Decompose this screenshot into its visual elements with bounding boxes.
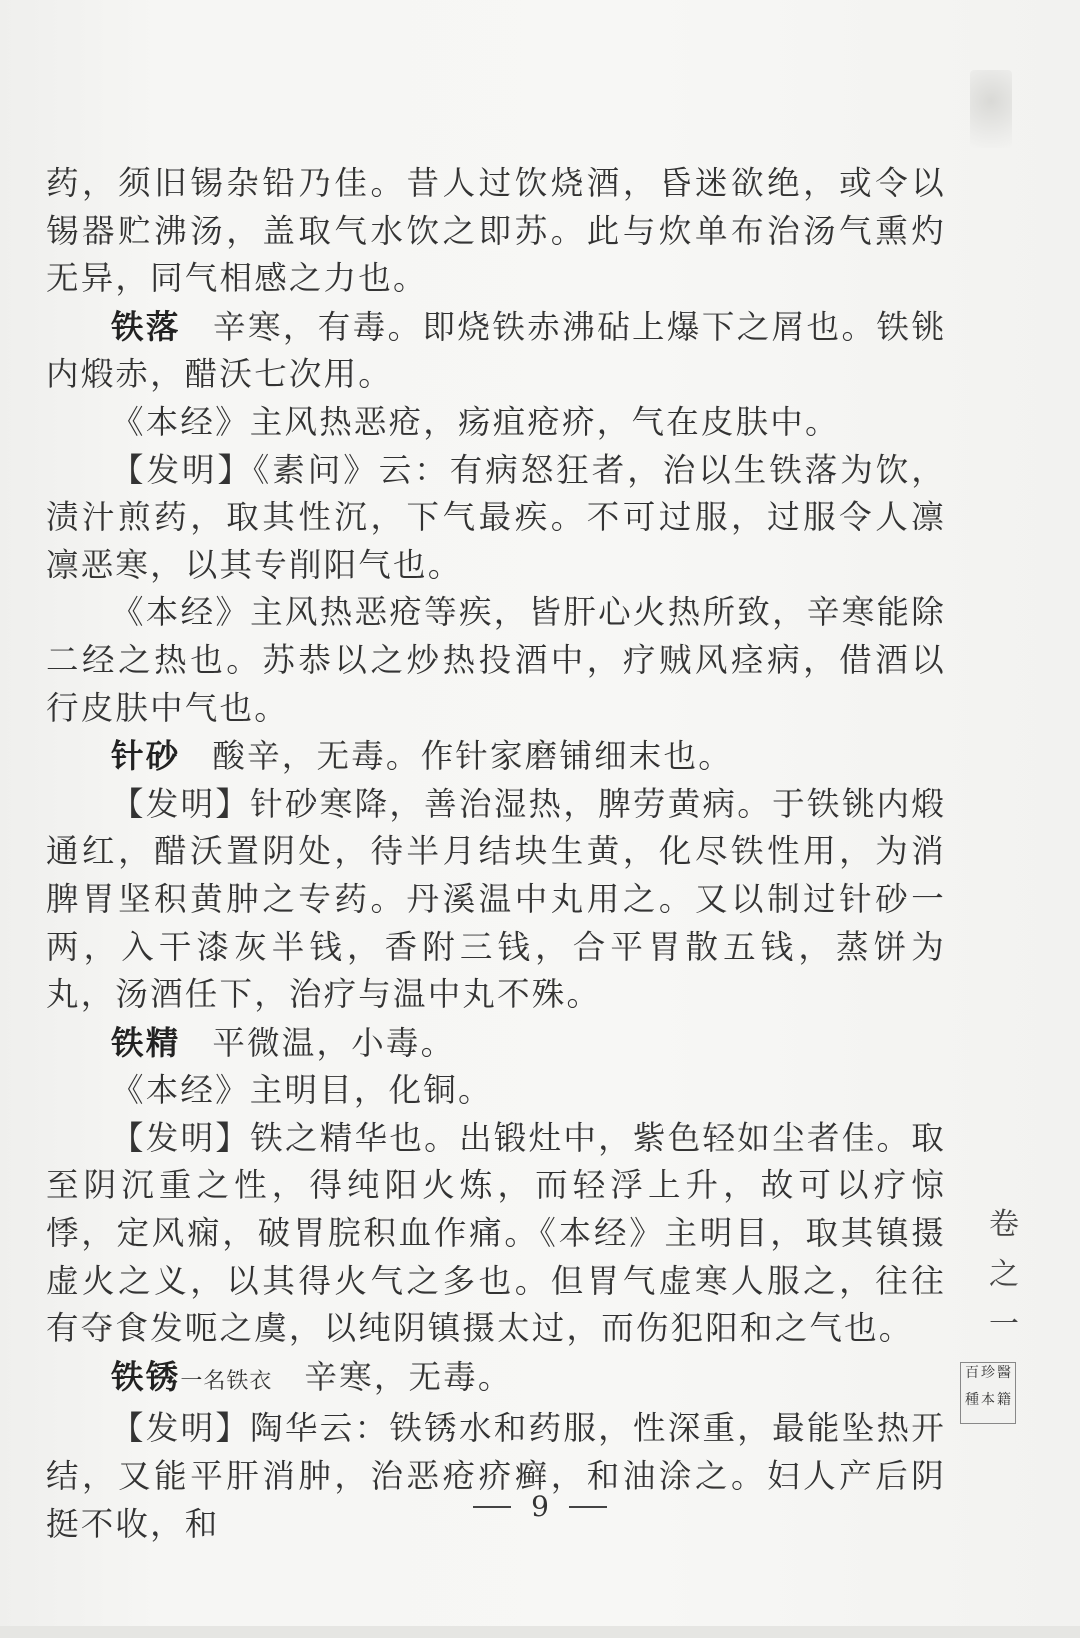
seal-char: 醫: [997, 1365, 1011, 1381]
page-bottom-edge: [0, 1626, 1080, 1638]
paragraph-commentary: 《本经》主风热恶疮等疾，皆肝心火热所致，辛寒能除二经之热也。苏恭以之炒热投酒中，疗贼风痉病，借酒以行皮肤中气也。: [46, 593, 946, 727]
seal-char: 籍: [997, 1392, 1011, 1408]
entry-description: 辛寒，有毒。即烧铁赤沸砧上爆下之屑也。铁铫内煅赤，醋沃七次用。: [46, 307, 946, 394]
seal-char: 種: [965, 1392, 979, 1408]
footer-dash-right: [569, 1506, 607, 1508]
volume-char: 一: [989, 1307, 1019, 1342]
seal-char: 百: [965, 1365, 979, 1381]
paragraph-benjing: 《本经》主明目，化铜。: [111, 1071, 493, 1110]
series-seal: [960, 1362, 1016, 1424]
entry-tiejing: [46, 1019, 946, 1068]
volume-char: 卷: [989, 1207, 1019, 1242]
entry-term: 针砂: [111, 736, 181, 776]
entry-description: 酸辛，无毒。作针家磨铺细末也。: [212, 737, 733, 776]
entry-zhensha: [46, 732, 946, 781]
decorative-mark-icon: [970, 70, 1012, 148]
paragraph-benjing: 《本经》主风热恶疮，疡疽疮疥，气在皮肤中。: [111, 402, 840, 441]
paragraph-faming: 【发明】铁之精华也。出锻灶中，紫色轻如尘者佳。取至阴沉重之性，得纯阳火炼，而轻浮上升，故可以疗惊悸，定风痫，破胃脘积血作痛。《本经》主明目，取其镇摄虚火之义，以其得火气之多也。但胃气虚寒人服之，往往有夺食发呃之虞，以纯阴镇摄太过，而伤犯阳和之气也。: [46, 1118, 946, 1348]
entry-description: 辛寒，无毒。: [304, 1357, 513, 1396]
paragraph-faming: 【发明】陶华云：铁锈水和药服，性深重，最能坠热开结，又能平肝消肿，治恶疮疥癣，和油涂之。妇人产后阴挺不收，和: [46, 1409, 946, 1543]
volume-char: 之: [989, 1257, 1019, 1292]
entry-tiexiu: [46, 1353, 946, 1406]
footer-dash-left: [473, 1506, 511, 1508]
entry-alias: 一名铁衣: [180, 1368, 273, 1394]
entry-term: 铁精: [111, 1022, 181, 1062]
top-corner-mark: [970, 70, 1030, 390]
entry-tieluo: [46, 303, 946, 399]
entry-term: 铁锈: [111, 1356, 181, 1396]
paragraph-faming: 【发明】《素问》云：有病怒狂者，治以生铁落为饮，渍汁煎药，取其性沉，下气最疾。不可过服，过服令人凛凛恶寒，以其专削阳气也。: [46, 450, 946, 584]
page-number: 9: [531, 1490, 549, 1523]
entry-description: 平微温，小毒。: [212, 1023, 456, 1062]
seal-char: 本: [981, 1392, 995, 1408]
page-footer: [0, 1490, 1080, 1523]
seal-char: 珍: [981, 1365, 995, 1381]
entry-term: 铁落: [111, 306, 181, 346]
body-text: [46, 160, 946, 1548]
paragraph-faming: 【发明】针砂寒降，善治湿热，脾劳黄病。于铁铫内煅通红，醋沃置阴处，待半月结块生黄，化尽铁性用，为消脾胃坚积黄肿之专药。丹溪温中丸用之。又以制过针砂一两，入干漆灰半钱，香附三钱，合平胃散五钱，蒸饼为丸，汤酒任下，治疗与温中丸不殊。: [46, 784, 946, 1014]
volume-label: [984, 1200, 1024, 1350]
paragraph-continued: 药，须旧锡杂铅乃佳。昔人过饮烧酒，昏迷欲绝，或令以锡器贮沸汤，盖取气水饮之即苏。此与炊单布治汤气熏灼无异，同气相感之力也。: [46, 164, 946, 298]
